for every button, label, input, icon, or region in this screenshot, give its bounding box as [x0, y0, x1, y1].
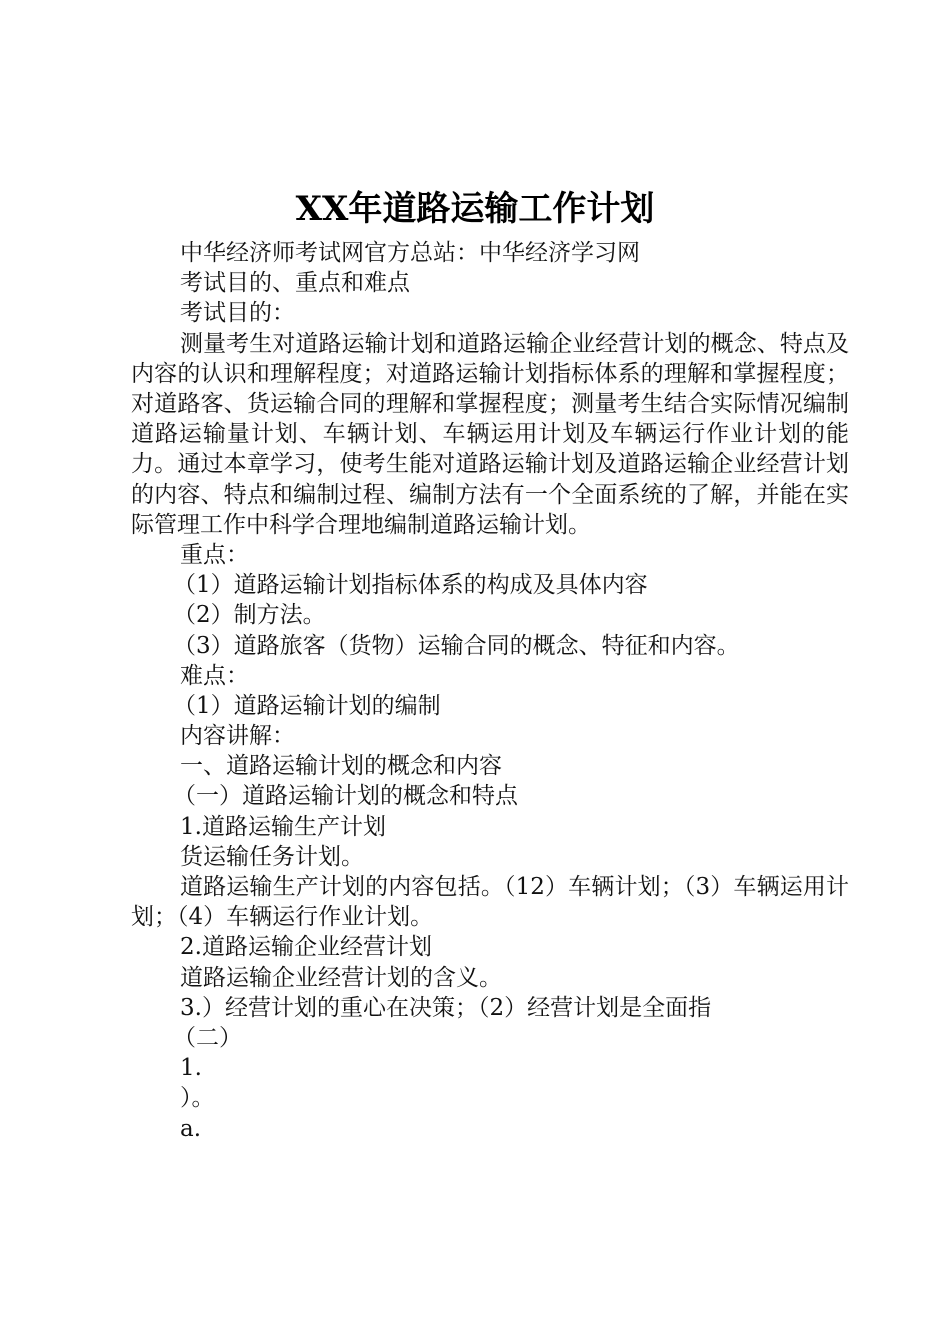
text-line: 道路运输企业经营计划的含义。	[180, 964, 502, 991]
section-heading: 考试目的、重点和难点	[180, 270, 410, 297]
text-line: 3.）经营计划的重心在决策；（2）经营计划是全面指	[180, 994, 712, 1021]
section-heading: 难点：	[180, 662, 249, 689]
document-body	[131, 238, 849, 1144]
section-heading: （一）道路运输计划的概念和特点	[173, 783, 518, 810]
section-heading: 考试目的：	[180, 300, 295, 327]
section-heading: 2.道路运输企业经营计划	[180, 934, 432, 961]
paragraph: 道路运输生产计划的内容包括。（12）车辆计划；（3）车辆运用计划；（4）车辆运行作业计划。	[131, 874, 849, 931]
text-line: a.	[180, 1115, 202, 1142]
section-heading: 内容讲解：	[180, 723, 295, 750]
section-heading: 重点：	[180, 541, 249, 568]
list-item: （1）道路运输计划指标体系的构成及具体内容	[173, 572, 648, 599]
list-item: （1）道路运输计划的编制	[173, 692, 441, 719]
document-title: XX年道路运输工作计划	[295, 189, 655, 229]
section-heading: （二）	[173, 1025, 242, 1052]
source-line: 中华经济师考试网官方总站：中华经济学习网	[180, 240, 640, 266]
section-heading: 1.道路运输生产计划	[180, 813, 386, 840]
paragraph: 测量考生对道路运输计划和道路运输企业经营计划的概念、特点及内容的认识和理解程度；对道路运输计划指标体系的理解和掌握程度；对道路客、货运输合同的理解和掌握程度；测量考生结合实际情况编制道路运输量计划、车辆计划、车辆运用计划及车辆运行作业计划的能力。通过本章学习，使考生能对道路运输计划及道路运输企业经营计划的内容、特点和编制过程、编制方法有一个全面系统的了解，并能在实际管理工作中科学合理地编制道路运输计划。	[131, 330, 849, 538]
list-item: （2）制方法。	[173, 602, 326, 629]
section-heading: 一、道路运输计划的概念和内容	[180, 753, 502, 780]
text-line: 1.	[180, 1055, 202, 1082]
text-line: 货运输任务计划。	[180, 843, 364, 870]
text-line: ）。	[180, 1085, 215, 1112]
list-item: （3）道路旅客（货物）运输合同的概念、特征和内容。	[173, 632, 740, 659]
